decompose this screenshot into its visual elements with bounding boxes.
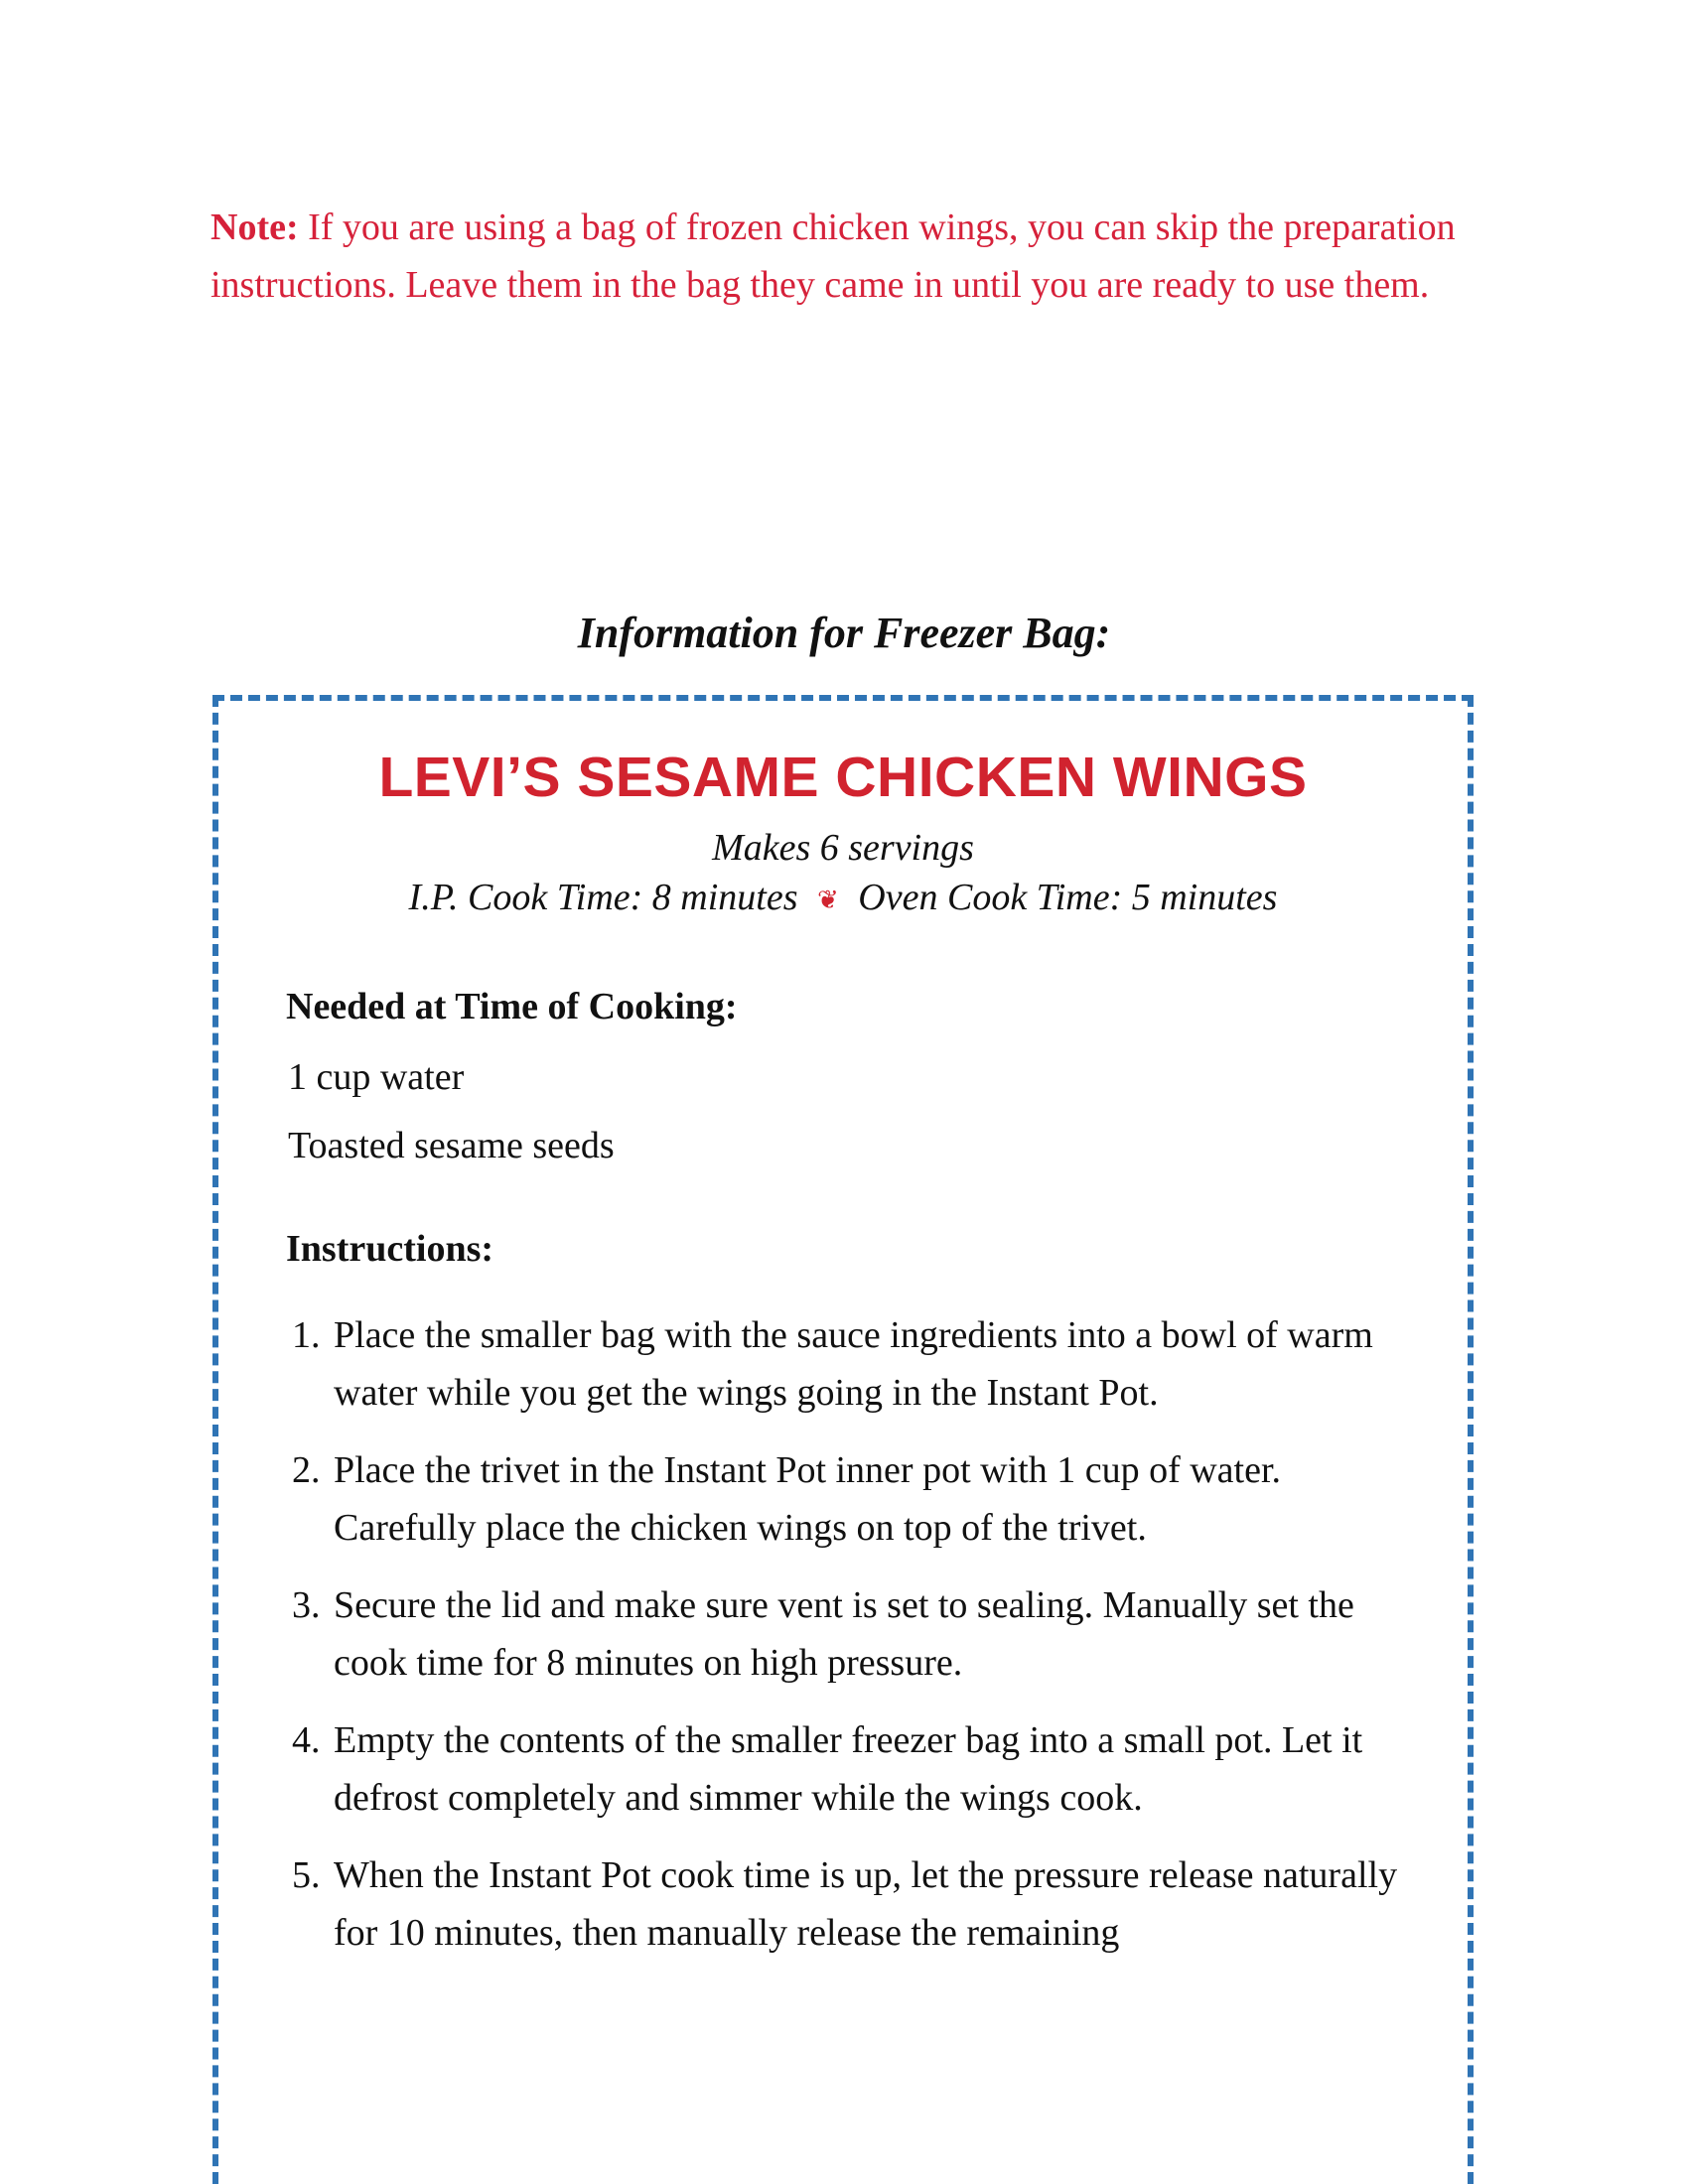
freezer-bag-heading: Information for Freezer Bag: (577, 609, 1111, 657)
step-text: Secure the lid and make sure vent is set to sealing. Manually set the cook time for 8 minutes on high pressure. (334, 1584, 1354, 1684)
recipe-card (212, 695, 1474, 2184)
step-number: 2. (292, 1449, 321, 1491)
note-label: Note: (211, 206, 299, 248)
note-paragraph (211, 199, 1491, 314)
instructions-list (286, 1306, 1418, 1981)
instruction-step (286, 1711, 1418, 1827)
step-number: 3. (292, 1584, 321, 1626)
flourish-icon: ❦ (817, 886, 839, 915)
instruction-step (286, 1846, 1418, 1962)
needed-heading: Needed at Time of Cooking: (286, 986, 738, 1027)
servings-line: Makes 6 servings (712, 827, 974, 869)
instruction-step (286, 1306, 1418, 1422)
note-text: If you are using a bag of frozen chicken wings, you can skip the preparation instructions. Leave them in the bag they came in until you are ready to use them. (211, 206, 1456, 306)
instruction-step (286, 1576, 1418, 1692)
step-number: 4. (292, 1719, 321, 1761)
step-number: 1. (292, 1314, 321, 1356)
oven-cook-time: Oven Cook Time: 5 minutes (858, 877, 1278, 918)
step-text: Place the smaller bag with the sauce ingredients into a bowl of warm water while you get the wings going in the Instant Pot. (334, 1314, 1373, 1414)
step-text: When the Instant Pot cook time is up, let the pressure release naturally for 10 minutes, then manually release the remaining (334, 1854, 1398, 1954)
recipe-title: LEVI’S SESAME CHICKEN WINGS (378, 746, 1308, 809)
step-number: 5. (292, 1854, 321, 1896)
step-text: Place the trivet in the Instant Pot inner pot with 1 cup of water. Carefully place the chicken wings on top of the trivet. (334, 1449, 1282, 1549)
instruction-step (286, 1441, 1418, 1557)
cook-times-line (218, 876, 1468, 919)
step-text: Empty the contents of the smaller freezer bag into a small pot. Let it defrost completely and simmer while the wings cook. (334, 1719, 1363, 1819)
instructions-heading: Instructions: (286, 1228, 494, 1270)
ingredient-item: 1 cup water (288, 1056, 465, 1098)
ingredient-item: Toasted sesame seeds (288, 1125, 615, 1166)
ip-cook-time: I.P. Cook Time: 8 minutes (408, 877, 798, 918)
